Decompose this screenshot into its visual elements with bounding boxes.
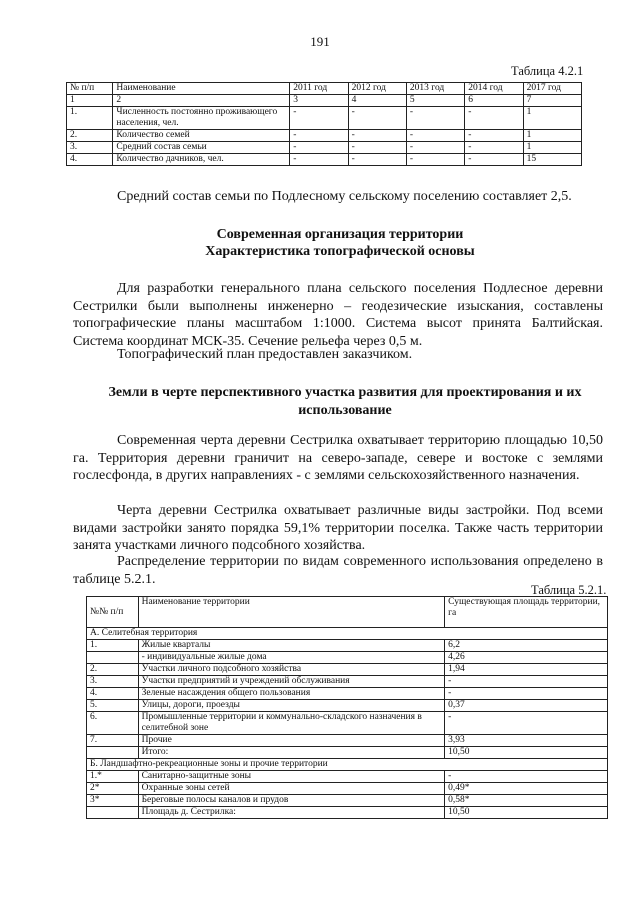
boundary-paragraph: Современная черта деревни Сестрилка охватывает территорию площадью 10,50 га. Территория деревни граничит на северо-западе, севере и востоке с землями гослесфонда, в других направлениях - с землями сельскохозяйственного назначения. — [73, 433, 603, 483]
table-row — [67, 107, 582, 130]
section-heading-organization: Современная организация территории — [216, 227, 464, 242]
cell: - — [465, 130, 523, 142]
cell: - — [406, 142, 464, 154]
table-row — [87, 807, 608, 819]
cell: - — [290, 130, 348, 142]
cell: - — [290, 107, 348, 130]
cell: - — [465, 107, 523, 130]
cell: Средний состав семьи — [113, 142, 290, 154]
cell: 3 — [290, 95, 348, 107]
cell: - — [465, 154, 523, 166]
topography-paragraph: Для разработки генерального плана сельского поселения Подлесное деревни Сестрилки были выполнены инженерно – геодезические изыскания, составлены топографические планы масштабом 1:1000. Система высот принята Балтийская. Система координат МСК-35. Сечение рельефа через 0,5 м. — [73, 281, 603, 349]
cell: 3* — [87, 795, 139, 807]
section-heading-lands: Земли в черте перспективного участка развития для проектирования и их использование — [108, 385, 582, 418]
table-row — [87, 712, 608, 735]
cell: Промышленные территории и коммунально-складского назначения в селитебной зоне — [138, 712, 445, 735]
table-row — [87, 795, 608, 807]
cell: 0,49* — [445, 783, 608, 795]
cell: Охранные зоны сетей — [138, 783, 445, 795]
cell: 15 — [523, 154, 581, 166]
table-header-row — [67, 83, 582, 95]
cell: Санитарно-защитные зоны — [138, 771, 445, 783]
table-row — [87, 771, 608, 783]
cell: 10,50 — [445, 747, 608, 759]
table-row — [67, 154, 582, 166]
cell: - — [445, 771, 608, 783]
cell: Жилые кварталы — [138, 640, 445, 652]
cell: 1,94 — [445, 664, 608, 676]
table-row — [87, 688, 608, 700]
cell: 4. — [87, 688, 139, 700]
header-cell: Существующая площадь территории, га — [445, 597, 608, 628]
cell: 6,2 — [445, 640, 608, 652]
topography-paragraph-2: Топографический план предоставлен заказчиком. — [117, 347, 413, 362]
development-paragraph: Черта деревни Сестрилка охватывает различные виды застройки. Под всеми видами застройки занято порядка 59,1% территории поселка. Также часть территории занята участками личного подсобного хозяйства. — [73, 503, 603, 553]
cell: Итого: — [138, 747, 445, 759]
cell: - — [348, 130, 406, 142]
table-row — [87, 783, 608, 795]
header-cell: № п/п — [67, 83, 113, 95]
cell: 3. — [67, 142, 113, 154]
cell — [87, 652, 139, 664]
cell: 1. — [67, 107, 113, 130]
cell: Участки личного подсобного хозяйства — [138, 664, 445, 676]
cell: Участки предприятий и учреждений обслуживания — [138, 676, 445, 688]
header-cell: 2014 год — [465, 83, 523, 95]
table-row — [67, 142, 582, 154]
cell: 5. — [87, 700, 139, 712]
cell: 3,93 — [445, 735, 608, 747]
cell: 1. — [87, 640, 139, 652]
section-row — [87, 759, 608, 771]
cell: 2* — [87, 783, 139, 795]
cell: 0,58* — [445, 795, 608, 807]
table-row — [67, 130, 582, 142]
cell: 1 — [523, 142, 581, 154]
cell: 3. — [87, 676, 139, 688]
table-row — [87, 747, 608, 759]
table2-caption: Таблица 5.2.1. — [531, 583, 607, 597]
cell: Площадь д. Сестрилка: — [138, 807, 445, 819]
section-heading-topography: Характеристика топографической основы — [205, 244, 475, 259]
population-table — [66, 82, 582, 166]
cell: 4. — [67, 154, 113, 166]
cell: - — [348, 107, 406, 130]
cell: Количество семей — [113, 130, 290, 142]
cell: Прочие — [138, 735, 445, 747]
cell: Зеленые насаждения общего пользования — [138, 688, 445, 700]
cell: 7. — [87, 735, 139, 747]
cell: - — [465, 142, 523, 154]
cell: 1 — [523, 130, 581, 142]
section-a-title: А. Селитебная территория — [87, 628, 608, 640]
cell: - — [290, 154, 348, 166]
cell: Количество дачников, чел. — [113, 154, 290, 166]
numbering-row — [67, 95, 582, 107]
section-b-title: Б. Ландшафтно-рекреационные зоны и прочие территории — [87, 759, 608, 771]
section-row — [87, 628, 608, 640]
cell: - — [290, 142, 348, 154]
table-row — [87, 735, 608, 747]
cell: - — [348, 154, 406, 166]
cell: 5 — [406, 95, 464, 107]
header-cell: Наименование территории — [138, 597, 445, 628]
cell: 1 — [523, 107, 581, 130]
cell: - — [445, 688, 608, 700]
header-cell: 2012 год — [348, 83, 406, 95]
header-cell: №№ п/п — [87, 597, 139, 628]
cell: Улицы, дороги, проезды — [138, 700, 445, 712]
cell: - — [406, 107, 464, 130]
cell: 7 — [523, 95, 581, 107]
table-row — [87, 640, 608, 652]
cell: 0,37 — [445, 700, 608, 712]
header-cell: 2011 год — [290, 83, 348, 95]
header-cell: Наименование — [113, 83, 290, 95]
cell: - — [445, 712, 608, 735]
table-row — [87, 664, 608, 676]
cell: 6. — [87, 712, 139, 735]
page-number: 191 — [310, 34, 330, 49]
table-row — [87, 652, 608, 664]
cell — [87, 807, 139, 819]
cell: 10,50 — [445, 807, 608, 819]
table-header-row — [87, 597, 608, 628]
cell: 2 — [113, 95, 290, 107]
cell: Береговые полосы каналов и прудов — [138, 795, 445, 807]
cell: - — [406, 154, 464, 166]
land-use-table — [86, 596, 608, 819]
cell: 4 — [348, 95, 406, 107]
header-cell: 2017 год — [523, 83, 581, 95]
distribution-paragraph: Распределение территории по видам современного использования определено в таблице 5.2.1. — [73, 554, 603, 587]
header-cell: 2013 год — [406, 83, 464, 95]
cell: 2. — [67, 130, 113, 142]
table-row — [87, 700, 608, 712]
cell: 1.* — [87, 771, 139, 783]
cell: 1 — [67, 95, 113, 107]
cell: - — [406, 130, 464, 142]
cell: - — [348, 142, 406, 154]
family-size-text: Средний состав семьи по Подлесному сельскому поселению составляет 2,5. — [117, 189, 572, 204]
table-row — [87, 676, 608, 688]
cell — [87, 747, 139, 759]
cell: - — [445, 676, 608, 688]
cell: 4,26 — [445, 652, 608, 664]
cell: 6 — [465, 95, 523, 107]
table1-caption: Таблица 4.2.1 — [511, 64, 584, 78]
cell: 2. — [87, 664, 139, 676]
cell: - индивидуальные жилые дома — [138, 652, 445, 664]
cell: Численность постоянно проживающего населения, чел. — [113, 107, 290, 130]
